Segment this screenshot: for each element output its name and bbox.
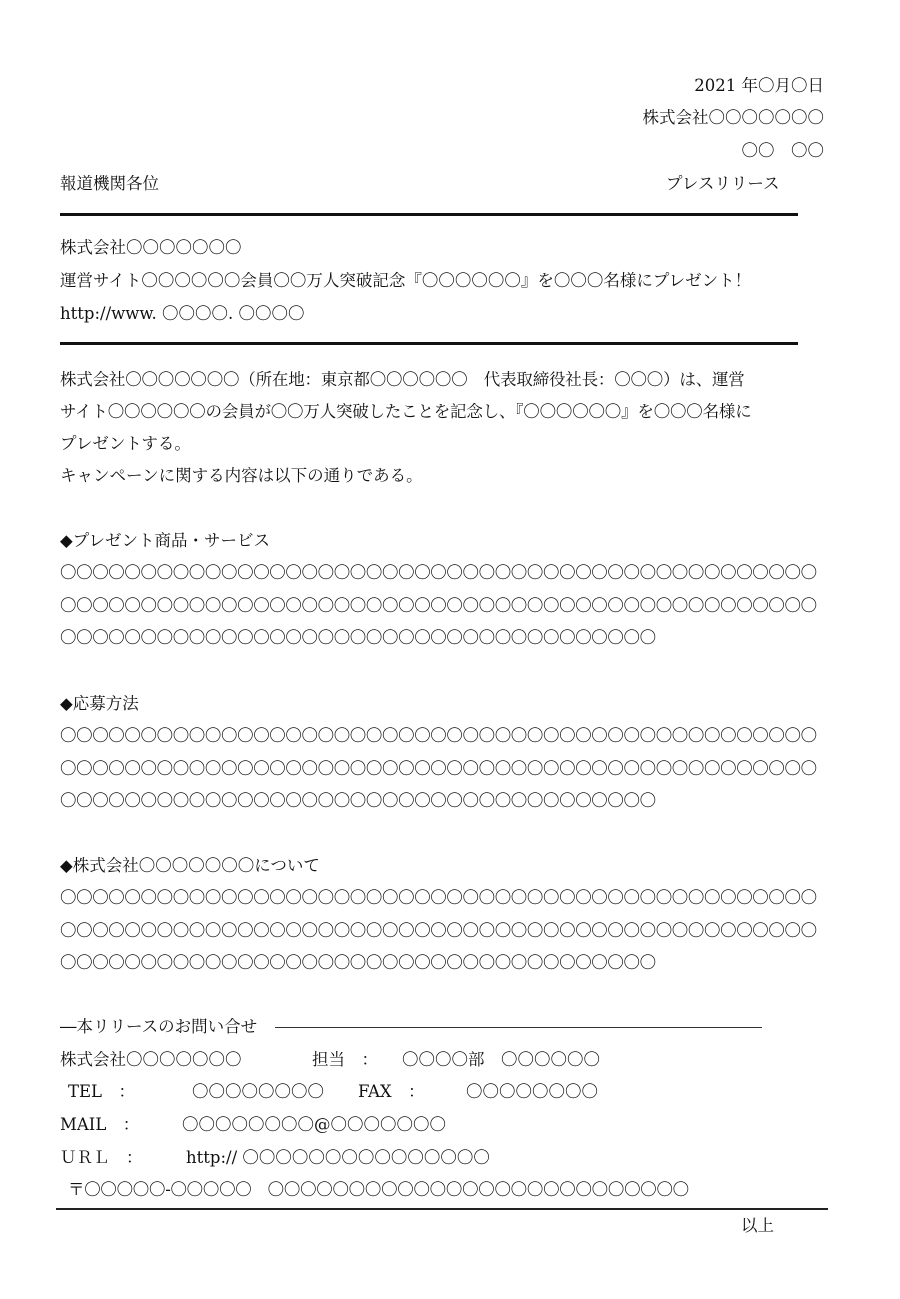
postal-address: 〒〇〇〇〇〇-〇〇〇〇〇 〇〇〇〇〇〇〇〇〇〇〇〇〇〇〇〇〇〇〇〇〇〇〇〇〇〇 [68, 1180, 689, 1199]
headline-title: 運営サイト〇〇〇〇〇〇会員〇〇万人突破記念『〇〇〇〇〇〇』を〇〇〇名様にプレゼント！ [60, 271, 752, 290]
mail-label: MAIL ： [60, 1115, 140, 1134]
url-label: ＵＲＬ ： [60, 1148, 143, 1167]
section-heading: ◆プレゼント商品・サービス [60, 531, 271, 550]
addressee: 報道機関各位 [60, 174, 159, 193]
end-mark: 以上 [741, 1216, 774, 1235]
section-line: 〇〇〇〇〇〇〇〇〇〇〇〇〇〇〇〇〇〇〇〇〇〇〇〇〇〇〇〇〇〇〇〇〇〇〇〇〇〇〇〇〇〇〇〇〇〇〇 [60, 726, 817, 745]
issuer-person: 〇〇 〇〇 [741, 141, 824, 160]
tel-label: TEL ： [68, 1082, 136, 1101]
top-rule [60, 213, 798, 216]
headline-url: http://www. 〇〇〇〇. 〇〇〇〇 [60, 304, 305, 323]
intro-line: 株式会社〇〇〇〇〇〇〇（所在地：東京都〇〇〇〇〇〇 代表取締役社長：〇〇〇）は、運営 [60, 370, 745, 389]
contact-company: 株式会社〇〇〇〇〇〇〇 [60, 1050, 242, 1069]
section-line: 〇〇〇〇〇〇〇〇〇〇〇〇〇〇〇〇〇〇〇〇〇〇〇〇〇〇〇〇〇〇〇〇〇〇〇〇〇〇〇〇〇〇〇〇〇〇〇 [60, 888, 817, 907]
intro-line: サイト〇〇〇〇〇〇の会員が〇〇万人突破したことを記念し、『〇〇〇〇〇〇』を〇〇〇名様に [60, 402, 752, 421]
section-line: 〇〇〇〇〇〇〇〇〇〇〇〇〇〇〇〇〇〇〇〇〇〇〇〇〇〇〇〇〇〇〇〇〇〇〇〇〇〇〇〇〇〇〇〇〇〇〇 [60, 563, 817, 582]
contact-person-value: 〇〇〇〇部 〇〇〇〇〇〇 [402, 1050, 600, 1069]
fax-value: 〇〇〇〇〇〇〇〇 [466, 1082, 598, 1101]
intro-line: プレゼントする。 [60, 434, 191, 453]
issuer-company: 株式会社〇〇〇〇〇〇〇 [642, 108, 824, 127]
section-line: 〇〇〇〇〇〇〇〇〇〇〇〇〇〇〇〇〇〇〇〇〇〇〇〇〇〇〇〇〇〇〇〇〇〇〇〇〇 [60, 953, 656, 972]
document-type: プレスリリース [666, 174, 780, 193]
section-line: 〇〇〇〇〇〇〇〇〇〇〇〇〇〇〇〇〇〇〇〇〇〇〇〇〇〇〇〇〇〇〇〇〇〇〇〇〇〇〇〇〇〇〇〇〇〇〇 [60, 596, 817, 615]
contact-heading: ―本リリースのお問い合せ [60, 1017, 258, 1036]
contact-person-label: 担当 ： [312, 1050, 378, 1069]
tel-value: 〇〇〇〇〇〇〇〇 [192, 1082, 324, 1101]
contact-heading-rule [275, 1027, 762, 1028]
fax-label: FAX ： [358, 1082, 425, 1101]
section-line: 〇〇〇〇〇〇〇〇〇〇〇〇〇〇〇〇〇〇〇〇〇〇〇〇〇〇〇〇〇〇〇〇〇〇〇〇〇 [60, 628, 656, 647]
headline-company: 株式会社〇〇〇〇〇〇〇 [60, 238, 242, 257]
intro-line: キャンペーンに関する内容は以下の通りである。 [60, 466, 423, 485]
section-heading: ◆応募方法 [60, 694, 139, 713]
mail-value: 〇〇〇〇〇〇〇〇@〇〇〇〇〇〇〇 [182, 1115, 446, 1134]
headline-rule [60, 342, 798, 345]
section-line: 〇〇〇〇〇〇〇〇〇〇〇〇〇〇〇〇〇〇〇〇〇〇〇〇〇〇〇〇〇〇〇〇〇〇〇〇〇 [60, 791, 656, 810]
section-heading: ◆株式会社〇〇〇〇〇〇〇について [60, 856, 320, 875]
url-value: http:// 〇〇〇〇〇〇〇〇〇〇〇〇〇〇〇 [186, 1148, 490, 1167]
section-line: 〇〇〇〇〇〇〇〇〇〇〇〇〇〇〇〇〇〇〇〇〇〇〇〇〇〇〇〇〇〇〇〇〇〇〇〇〇〇〇〇〇〇〇〇〇〇〇 [60, 921, 817, 940]
contact-bottom-rule [56, 1208, 828, 1210]
section-line: 〇〇〇〇〇〇〇〇〇〇〇〇〇〇〇〇〇〇〇〇〇〇〇〇〇〇〇〇〇〇〇〇〇〇〇〇〇〇〇〇〇〇〇〇〇〇〇 [60, 759, 817, 778]
release-date: 2021 年〇月〇日 [694, 76, 824, 95]
